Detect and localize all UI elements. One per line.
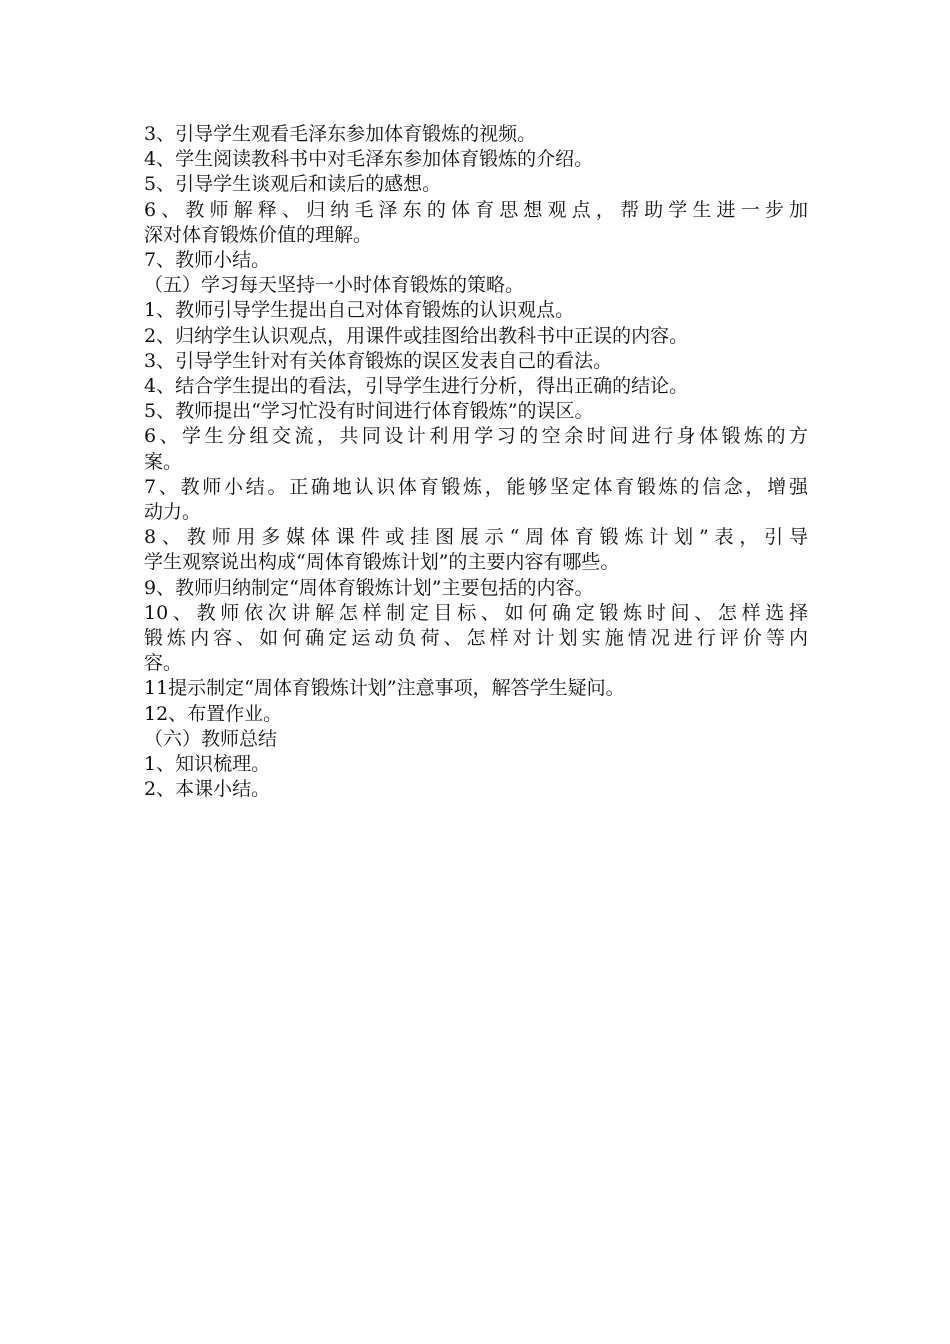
text-line-9: 2、归纳学生认识观点，用课件或挂图给出教科书中正误的内容。 (144, 324, 689, 347)
text-line-1: 3、引导学生观看毛泽东参加体育锻炼的视频。 (144, 123, 537, 145)
text-line-18: 学生观察说出构成“周体育锻炼计划”的主要内容有哪些。 (144, 551, 620, 574)
text-line-5: 深对体育锻炼价值的理解。 (144, 223, 373, 246)
text-line-19: 9、教师归纳制定“周体育锻炼计划”主要包括的内容。 (144, 576, 594, 599)
text-line-24: 12、布置作业。 (144, 702, 283, 725)
text-line-11: 4、结合学生提出的看法，引导学生进行分析，得出正确的结论。 (144, 375, 689, 398)
text-line-4: 6、教师解释、归纳毛泽东的体育思想观点，帮助学生进一步加 (144, 198, 808, 221)
document-body (144, 122, 808, 802)
text-line-2: 4、学生阅读教科书中对毛泽东参加体育锻炼的介绍。 (144, 148, 594, 171)
section-heading-6: （六）教师总结 (144, 727, 278, 750)
text-line-16: 动力。 (144, 501, 202, 524)
text-line-21: 锻炼内容、如何确定运动负荷、怎样对计划实施情况进行评价等内 (144, 627, 808, 650)
section-heading-5: （五）学习每天坚持一小时体育锻炼的策略。 (144, 274, 525, 297)
text-line-14: 案。 (144, 450, 183, 473)
text-line-23: 11提示制定“周体育锻炼计划”注意事项，解答学生疑问。 (144, 677, 625, 700)
text-line-8: 1、教师引导学生提出自己对体育锻炼的认识观点。 (144, 299, 575, 322)
text-line-6: 7、教师小结。 (144, 249, 271, 272)
text-line-27: 2、本课小结。 (144, 778, 271, 801)
text-line-20: 10、教师依次讲解怎样制定目标、如何确定锻炼时间、怎样选择 (144, 601, 808, 624)
text-line-12: 5、教师提出“学习忙没有时间进行体育锻炼”的误区。 (144, 400, 594, 423)
text-line-15: 7、教师小结。正确地认识体育锻炼，能够坚定体育锻炼的信念，增强 (144, 475, 808, 498)
text-line-10: 3、引导学生针对有关体育锻炼的误区发表自己的看法。 (144, 349, 613, 372)
text-line-3: 5、引导学生谈观后和读后的感想。 (144, 173, 442, 196)
text-line-26: 1、知识梳理。 (144, 753, 271, 776)
text-line-17: 8、教师用多媒体课件或挂图展示“周体育锻炼计划”表，引导 (144, 526, 808, 549)
text-line-13: 6、学生分组交流，共同设计利用学习的空余时间进行身体锻炼的方 (144, 425, 808, 448)
text-line-22: 容。 (144, 652, 183, 675)
